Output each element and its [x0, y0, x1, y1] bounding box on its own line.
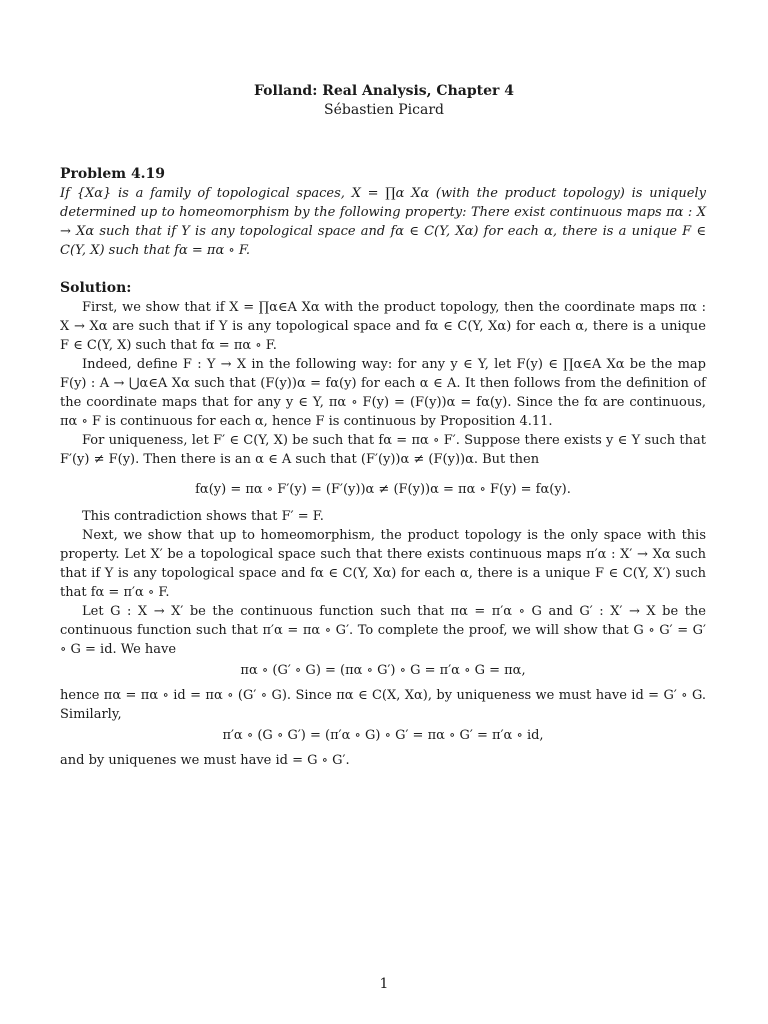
problem-heading: Problem 4.19 [60, 166, 166, 182]
solution-paragraph-6: Let G : X → X′ be the continuous function such that πα = π′α ∘ G and G′ : X′ → X be the continuous function such that π′α = πα ∘ G′. To complete the proof, we will show that G ∘ G′ = G′ ∘ G = id. We have [60, 604, 706, 657]
solution-paragraph-8: and by uniquenes we must have id = G ∘ G′. [60, 753, 350, 768]
main-content [60, 164, 706, 770]
problem-statement: If {Xα} is a family of topological spaces, X = ∏α Xα (with the product topology) is uniquely determined up to homeomorphism by the following property: There exist continuous maps πα : X → Xα such that if Y is any topological space and fα ∈ C(Y, Xα) for each α, there is a unique F ∈ C(Y, X) such that fα = πα ∘ F. [60, 186, 706, 258]
solution-paragraph-2: Indeed, define F : Y → X in the following way: for any y ∈ Y, let F(y) ∈ ∏α∈A Xα be the map F(y) : A → ⋃α∈A Xα such that (F(y))α = fα(y) for each α ∈ A. It then follows from the definition of the coordinate maps that for any y ∈ Y, πα ∘ F(y) = (F(y))α = fα(y). Since the fα are continuous, πα ∘ F is continuous for each α, hence F is continuous by Proposition 4.11. [60, 357, 706, 429]
title-block [0, 82, 768, 120]
solution-paragraph-4: This contradiction shows that F′ = F. [82, 509, 324, 524]
solution-paragraph-5: Next, we show that up to homeomorphism, the product topology is the only space with this property. Let X′ be a topological space such that there exists continuous maps π′α : X′ → Xα such that if Y is any topological space and fα ∈ C(Y, Xα) for each α, there is a unique F ∈ C(Y, X′) such that fα = π′α ∘ F. [60, 528, 706, 600]
equation-2: πα ∘ (G′ ∘ G) = (πα ∘ G′) ∘ G = π′α ∘ G = πα, [240, 663, 526, 678]
solution-paragraph-1: First, we show that if X = ∏α∈A Xα with the product topology, then the coordinate maps πα : X → Xα are such that if Y is any topological space and fα ∈ C(Y, Xα) for each α, there is a unique F ∈ C(Y, X) such that fα = πα ∘ F. [60, 300, 706, 353]
solution-heading: Solution: [60, 280, 132, 296]
equation-1: fα(y) = πα ∘ F′(y) = (F′(y))α ≠ (F(y))α = πα ∘ F(y) = fα(y). [195, 482, 571, 497]
equation-3: π′α ∘ (G ∘ G′) = (π′α ∘ G) ∘ G′ = πα ∘ G′ = π′α ∘ id, [222, 728, 544, 743]
page-number: 1 [379, 976, 389, 992]
document-title: Folland: Real Analysis, Chapter 4 [254, 83, 514, 99]
solution-paragraph-3: For uniqueness, let F′ ∈ C(Y, X) be such that fα = πα ∘ F′. Suppose there exists y ∈ Y such that F′(y) ≠ F(y). Then there is an α ∈ A such that (F′(y))α ≠ (F(y))α. But then [60, 433, 706, 467]
document-author: Sébastien Picard [324, 102, 444, 118]
solution-paragraph-7: hence πα = πα ∘ id = πα ∘ (G′ ∘ G). Since πα ∈ C(X, Xα), by uniqueness we must have id = G′ ∘ G. Similarly, [60, 688, 706, 722]
